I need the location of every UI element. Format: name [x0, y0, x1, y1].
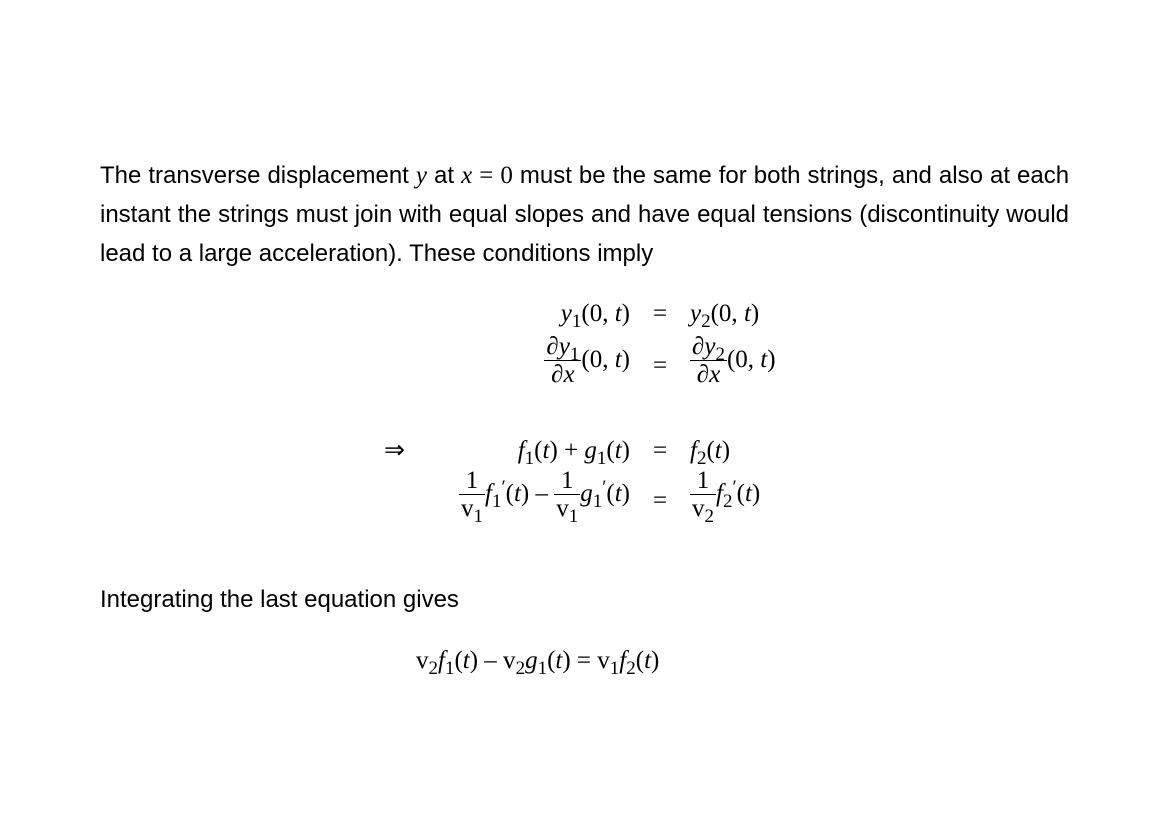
eq1-equals: =: [652, 300, 668, 327]
eq3-rhs: $f_2(t)$: [690, 437, 731, 469]
eq4-rhs: $\frac{1}{v_2}$ $f_2'(t)$: [692, 467, 761, 528]
intro-text-1: The transverse displacement: [100, 162, 409, 189]
eq2-rhs: $\frac{\partial y_2}{\partial x}$ (0, t): [692, 333, 776, 389]
eq1-rhs: $y_2(0$, t): [690, 300, 760, 332]
zero-inline: 0: [500, 162, 513, 189]
eq4-equals: =: [652, 487, 668, 514]
integrating-paragraph: Integrating the last equation gives: [100, 586, 459, 613]
eq1-lhs: $y_1(0$, t): [560, 300, 630, 332]
eq3-equals: =: [652, 437, 668, 464]
eq4-frac-c: $\frac{1}{v_2}$: [692, 467, 714, 528]
intro-text-3: must be the same for both strings, and also at each instant the strings must join with equal slopes and have equal tensions (discontinuity would lead to a large acceleration). These conditions imply: [100, 162, 1070, 267]
equals-inline: =: [479, 162, 494, 189]
intro-text-2: at: [434, 162, 455, 189]
eq2-rhs-fraction: $\frac{\partial y_2}{\partial x}$: [692, 333, 725, 389]
eq2-lhs: $\frac{\partial y_1}{\partial x}$ (0, t): [546, 333, 630, 389]
final-equals: =: [576, 647, 592, 674]
eq3-lhs: $f_1(t) + g_1(t)$: [517, 437, 630, 469]
eq4-frac-b: $\frac{1}{v_1}$: [556, 467, 579, 528]
eq4-frac-a: $\frac{1}{v_1}$: [461, 467, 484, 528]
var-y: y: [415, 162, 427, 189]
eq2-equals: =: [652, 352, 668, 379]
var-x: x: [461, 162, 473, 189]
final-equation: $v_2f_1(t) - v_2g_1(t) = v_1f_2(t)$: [416, 647, 660, 679]
intro-paragraph: [100, 156, 1069, 273]
implies-symbol: ⇒: [384, 437, 405, 464]
eq2-lhs-fraction: $\frac{\partial y_1}{\partial x}$: [546, 333, 580, 389]
eq4-lhs: $\frac{1}{v_1}$ $f_1'(t)$ – $\frac{1}{v_1}$ $g_1'(t)$: [461, 467, 630, 528]
